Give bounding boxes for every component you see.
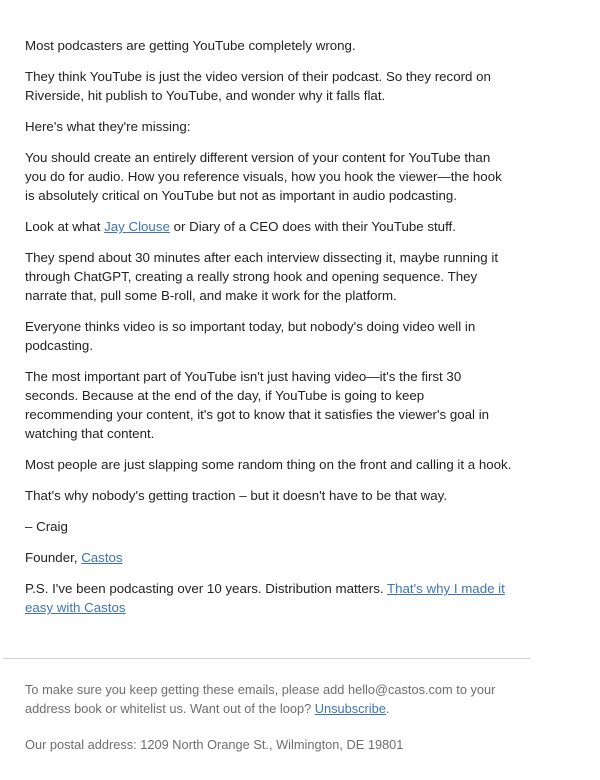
paragraph-random-hook: Most people are just slapping some random thing on the front and calling it a hook. (25, 457, 512, 472)
footer-notice (25, 680, 515, 718)
jay-clouse-link[interactable]: Jay Clouse (104, 219, 170, 234)
postscript (25, 579, 515, 617)
email-footer (25, 680, 515, 754)
castos-ps-link[interactable]: That's why I made it easy with Castos (25, 581, 505, 615)
footer-notice-period: . (385, 701, 390, 716)
paragraph-video-importance: Everyone thinks video is so important today, but nobody's doing video well in podcasting. (25, 319, 476, 353)
founder-line (25, 548, 515, 567)
paragraph-missing: Here's what they're missing: (25, 119, 191, 134)
paragraph-intro: Most podcasters are getting YouTube completely wrong. (25, 38, 356, 53)
paragraph-traction: That's why nobody's getting traction – but it doesn't have to be that way. (25, 488, 448, 503)
email-body (25, 36, 515, 629)
examples-text-before: Look at what (25, 219, 105, 234)
postal-address: Our postal address: 1209 North Orange St., Wilmington, DE 19801 (25, 737, 404, 752)
paragraph-process: They spend about 30 minutes after each interview dissecting it, maybe running it through ChatGPT, creating a really strong hook and opening sequence. They narrate that, pull some B-roll, and make it work for the platform. (25, 250, 499, 303)
castos-link[interactable]: Castos (81, 550, 123, 565)
postscript-text: P.S. I've been podcasting over 10 years. Distribution matters. (25, 581, 387, 596)
paragraph-examples (25, 217, 515, 236)
paragraph-youtube-misconception: They think YouTube is just the video version of their podcast. So they record on Riverside, hit publish to YouTube, and wonder why it falls flat. (25, 69, 491, 103)
paragraph-first-30-seconds: The most important part of YouTube isn't just having video—it's the first 30 seconds. Because at the end of the day, if YouTube is going to keep recommending your content, it's got to know that it satisfies the viewer's goal in watching that content. (25, 369, 490, 441)
footer-divider (3, 658, 530, 659)
examples-text-after: or Diary of a CEO does with their YouTube stuff. (169, 219, 456, 234)
footer-notice-text: To make sure you keep getting these emails, please add hello@castos.com to your address book or whitelist us. Want out of the loop? (25, 682, 496, 716)
unsubscribe-link[interactable]: Unsubscribe (314, 701, 386, 716)
paragraph-different-version: You should create an entirely different version of your content for YouTube than you do for audio. How you reference visuals, how you hook the viewer—the hook is absolutely critical on YouTube but not as important in audio podcasting. (25, 150, 502, 203)
founder-label: Founder, (25, 550, 82, 565)
signoff: – Craig (25, 519, 68, 534)
